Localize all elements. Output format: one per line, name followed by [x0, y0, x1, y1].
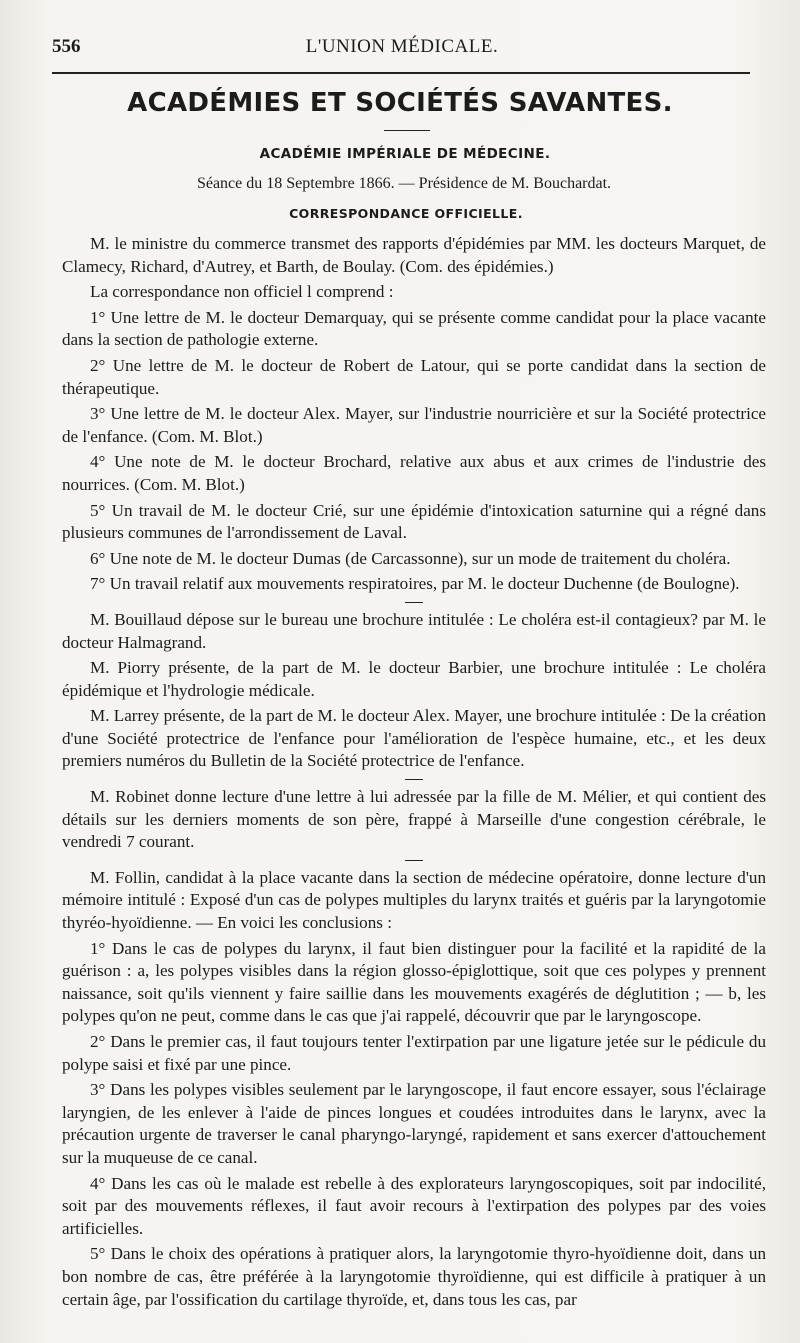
journal-title: L'UNION MÉDICALE. [305, 36, 499, 57]
paragraph: 6° Une note de M. le docteur Dumas (de Carcassonne), sur un mode de traitement du choléra. [90, 548, 731, 568]
paragraph: M. Larrey présente, de la part de M. le docteur Alex. Mayer, une brochure intitulée : De la création d'une Société protectrice de l'enfance pour l'amélioration de l'espèce humaine, etc., et les deux premiers numéros du Bulletin de la Société protectrice de l'enfance. [62, 706, 766, 771]
header-rule [52, 72, 750, 74]
section-separator [405, 602, 423, 603]
paragraph: M. Robinet donne lecture d'une lettre à lui adressée par la fille de M. Mélier, et qui contient des détails sur les derniers moments de son père, frappé à Marseille d'une congestion cérébrale, le vendredi 7 courant. [62, 787, 766, 852]
paragraph: 1° Dans le cas de polypes du larynx, il faut bien distinguer pour la facilité et la rapidité de la guérison : a, les polypes visibles dans la région glosso-épiglottique, soit que ces polypes y prennent naissance, soit qu'ils viennent y faire saillie dans les mouvements exagérés de déglutition ; — b, les polypes qu'on ne peut, comme dans le cas que j'ai rappelé, découvrir que par le laryngoscope. [62, 938, 766, 1026]
paragraph: M. Bouillaud dépose sur le bureau une brochure intitulée : Le choléra est-il contagieux? par M. le docteur Halmagrand. [62, 609, 766, 652]
section-separator [405, 860, 423, 861]
paragraph: 7° Un travail relatif aux mouvements respiratoires, par M. le docteur Duchenne (de Boulogne). [90, 574, 740, 594]
paragraph: 5° Dans le choix des opérations à pratiquer alors, la laryngotomie thyro-hyoïdienne doit, dans un bon nombre de cas, être préférée à la laryngotomie thyroïdienne, qui est difficile à pratiquer à un certain âge, par l'ossification du cartilage thyroïde, et, dans tous les cas, par [62, 1244, 766, 1309]
paragraph: 4° Dans les cas où le malade est rebelle à des explorateurs laryngoscopiques, soit par indocilité, soit par des mouvements réflexes, il faut avoir recours à l'extirpation des polypes par des voies artificielles. [62, 1173, 766, 1238]
running-header [52, 30, 752, 60]
paragraph: 2° Dans le premier cas, il faut toujours tenter l'extirpation par une ligature jetée sur le pédicule du polype saisi et fixé par une pince. [62, 1032, 766, 1074]
paragraph: 4° Une note de M. le docteur Brochard, relative aux abus et aux crimes de l'industrie des nourrices. (Com. M. Blot.) [62, 452, 766, 494]
academy-heading: ACADÉMIE IMPÉRIALE DE MÉDECINE. [259, 146, 551, 162]
section-title: ACADÉMIES ET SOCIÉTÉS SAVANTES. [127, 88, 673, 118]
session-line: Séance du 18 Septembre 1866. — Présidence de M. Bouchardat. [196, 175, 612, 192]
title-divider [384, 130, 430, 131]
correspondence-heading: CORRESPONDANCE OFFICIELLE. [289, 206, 523, 221]
article-body [62, 233, 766, 1314]
paragraph: M. Piorry présente, de la part de M. le docteur Barbier, une brochure intitulée : Le choléra épidémique et l'hydrologie médicale. [62, 658, 766, 700]
paragraph: 3° Dans les polypes visibles seulement par le laryngoscope, il faut encore essayer, sous l'éclairage laryngien, de les enlever à l'aide de pinces longues et coudées introduites dans le larynx, avec la précaution urgente de traverser le canal pharyngo-laryngé, rapidement et sans exercer d'attouchement sur la muqueuse de ce canal. [62, 1080, 766, 1167]
paragraph: M. Follin, candidat à la place vacante dans la section de médecine opératoire, donne lecture d'un mémoire intitulé : Exposé d'un cas de polypes multiples du larynx traités et guéris par la laryngotomie thyréo-hyoïdienne. — En voici les conclusions : [62, 867, 766, 933]
paragraph: 2° Une lettre de M. le docteur de Robert de Latour, qui se porte candidat dans la section de thérapeutique. [62, 355, 766, 398]
paragraph: M. le ministre du commerce transmet des rapports d'épidémies par MM. les docteurs Marquet, de Clamecy, Richard, d'Autrey, et Barth, de Boulay. (Com. des épidémies.) [62, 234, 766, 276]
paragraph: 3° Une lettre de M. le docteur Alex. Mayer, sur l'industrie nourricière et sur la Société protectrice de l'enfance. (Com. M. Blot.) [62, 404, 766, 446]
section-separator [405, 779, 423, 780]
paragraph: 1° Une lettre de M. le docteur Demarquay, qui se présente comme candidat pour la place vacante dans la section de pathologie externe. [62, 307, 766, 350]
paragraph: La correspondance non officiel l comprend : [90, 282, 394, 302]
paragraph: 5° Un travail de M. le docteur Crié, sur une épidémie d'intoxication saturnine qui a régné dans plusieurs communes de l'arrondissement de Laval. [62, 500, 766, 543]
page-number: 556 [52, 36, 81, 57]
